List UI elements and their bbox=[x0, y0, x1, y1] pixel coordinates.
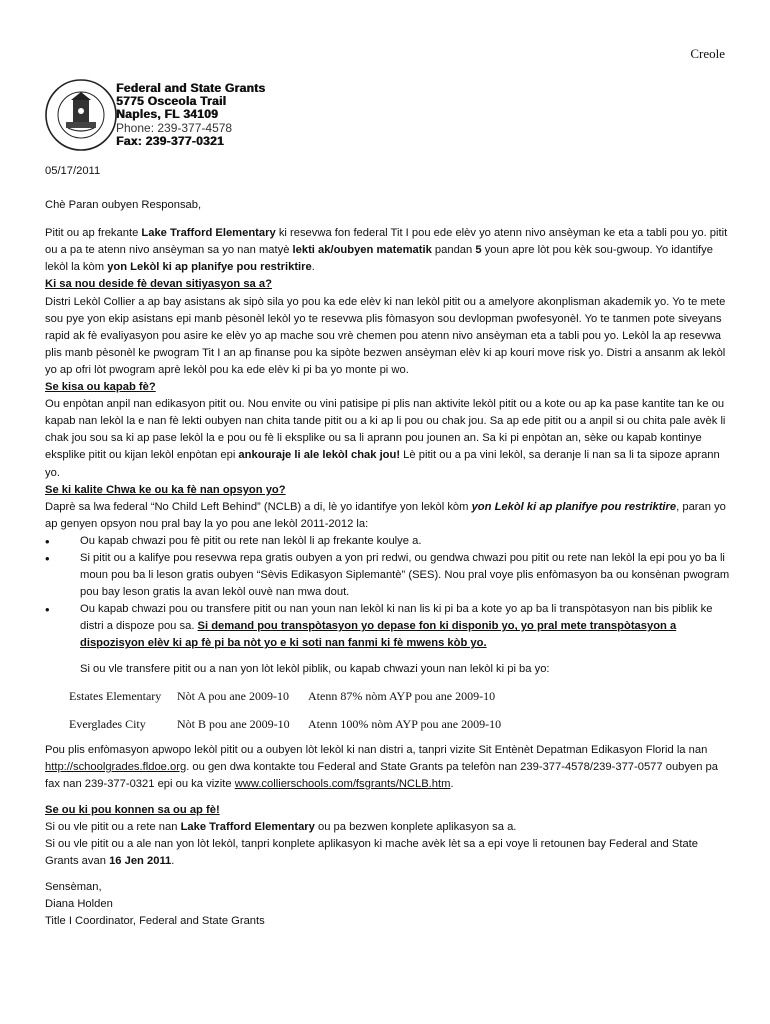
section-heading: Se kisa ou kapab fè? bbox=[45, 381, 156, 394]
school-ayp-cell: Atenn 87% nòm AYP pou ane 2009-10 bbox=[308, 688, 496, 703]
collier-nclb-link[interactable]: www.collierschools.com/fsgrants/NCLB.htm bbox=[234, 777, 451, 790]
list-item: • Ou kapab chwazi pou ou transfere pitit ou nan youn nan lekòl ki nan lis ki pi ba a kote yo ap ba li transpòtasyon nan bis piblik ke distri a dispoze pou sa. Si demand pou transpòtasyon yo depase fon ki disponib yo, yo pral mete transpòtasyon a dispozisyon elèv ki ap fè pi ba nòt yo e ki soti nan fanmi ki fè mwens kòb yo. bbox=[45, 601, 730, 652]
info-paragraph: Pou plis enfòmasyon apwopo lekòl pitit ou a oubyen lòt lekòl ki nan distri a, tanpri vizite Sit Entènèt Depatman Edikasyon Florid la nan http://schoolgrades.fldoe.org. ou gen dwa kontakte tou Federal and State Grants pa telefòn nan 239-377-4578/239-377-0577 oubyen pa fax nan 239-377-0321 epi ou ka vizite www.collierschools.com/fsgrants/NCLB.htm. bbox=[45, 743, 718, 790]
section-paragraph: Daprè sa lwa federal “No Child Left Behind” (NCLB) a di, lè yo idantifye yon lekòl kòm yon Lekòl ki ap planifye pou restriktire, paran yo ap genyen opsyon nou pral bay la yo pou ane lekòl 2011-2012 la: bbox=[45, 500, 726, 530]
section-heading: Se ou ki pou konnen sa ou ap fè! bbox=[45, 803, 220, 816]
school-name-cell: Everglades City bbox=[69, 716, 146, 731]
list-item: • Ou kapab chwazi pou fè pitit ou rete nan lekòl li ap frekante koulye a. bbox=[45, 533, 730, 550]
section-paragraph: Si ou vle pitit ou a rete nan Lake Trafford Elementary ou pa bezwen konplete aplikasyon sa a. bbox=[45, 821, 517, 833]
options-list bbox=[45, 533, 730, 653]
subject: lekti ak/oubyen matematik bbox=[292, 244, 432, 257]
signer-name: Diana Holden bbox=[45, 898, 113, 911]
table-row bbox=[69, 710, 730, 738]
school-ayp-cell: Atenn 100% nòm AYP pou ane 2009-10 bbox=[308, 716, 502, 731]
school-name-cell: Estates Elementary bbox=[69, 688, 162, 703]
letterhead-line: Federal and State Grants bbox=[116, 81, 266, 95]
section-paragraph: Distri Lekòl Collier a ap bay asistans ak sipò sila yo pou ka ede elèv ki nan lekòl pitit ou a amelyore akonplisman akademik yo. Yo te mete sou pye yon ekip asistans epi manb pèsonèl lekòl yo te resevwa plis fòmasyon sou devlopman pwofesyonèl. Yo te tanmen pote siveyans rapid ak fè evaliyasyon pou asire ke elèv yo ap mache sou vrè chemen pou atenn nivo ansèyman eta a tabli pou yo. Lekòl la ap resevwa plis manb pèsonèl ke pwogram Tit I an ap finanse pou ka sipòte bezwen ansèyman elèv ki ap kouri move risk yo. Distri a ansanm ak lekòl yo ap ofri lòt pwogram aprè lekòl pou ka ede elèv ki pi ba yo monte pi wo. bbox=[45, 295, 726, 376]
years-count: 5 bbox=[475, 244, 482, 257]
signer-title: Title I Coordinator, Federal and State Grants bbox=[45, 915, 265, 928]
intro-paragraph: Pitit ou ap frekante Lake Trafford Elementary ki resevwa fon federal Tit I pou ede elèv yo atenn nivo ansèyman ke eta a tabli pou yo. pitit ou a pa te atenn nivo ansèyman sa yo nan matyè lekti ak/oubyen matematik pandan 5 youn apre lòt pou kèk sou-gwoup. Yo idantifye lekòl la kòm yon Lekòl ki ap planifye pou restriktire. bbox=[45, 227, 728, 274]
letterhead bbox=[116, 82, 265, 148]
language-label: Creole bbox=[690, 46, 725, 61]
section-heading: Se ki kalite Chwa ke ou ka fè nan opsyon yo? bbox=[45, 483, 286, 496]
list-item: • Si pitit ou a kalifye pou resevwa repa gratis oubyen a yon pri redwi, ou gendwa chwazi pou pitit ou rete nan lekòl la epi pou yo ba li moun pou ba li leson gratis oubyen “Sèvis Edikasyon Siplemantè” (SES). Nou pral voye plis enfòmasyon ba ou konsènan pwogram pou bay leson gratis la avan lekòl ouvè nan mwa dout. bbox=[45, 550, 730, 601]
transfer-intro: Si ou vle transfere pitit ou a nan yon lòt lekòl piblik, ou kapab chwazi youn nan lekòl ki pi ba yo: bbox=[80, 662, 550, 675]
section-heading: Ki sa nou deside fè devan sitiyasyon sa a? bbox=[45, 278, 272, 291]
letterhead-line: Fax: 239-377-0321 bbox=[116, 133, 224, 148]
table-row bbox=[69, 682, 730, 710]
letter-date: 05/17/2011 bbox=[45, 165, 101, 177]
fldoe-link[interactable]: http://schoolgrades.fldoe.org bbox=[45, 760, 187, 773]
letterhead-line: Phone: 239-377-4578 bbox=[116, 120, 233, 135]
letterhead-line: Naples, FL 34109 bbox=[116, 107, 218, 122]
school-name: Lake Trafford Elementary bbox=[141, 227, 276, 240]
deadline: 16 Jen 2011 bbox=[109, 855, 172, 868]
valediction: Sensèman, bbox=[45, 881, 102, 894]
section-paragraph: Si ou vle pitit ou a ale nan yon lòt lekòl, tanpri konplete aplikasyon ki mache avèk lèt sa a epi voye li retounen bay Federal and State Grants avan 16 Jen 2011. bbox=[45, 838, 698, 868]
school-status: yon Lekòl ki ap planifye pou restriktire bbox=[107, 261, 312, 274]
section-paragraph: Ou enpòtan anpil nan edikasyon pitit ou. Nou envite ou vini patisipe pi plis nan aktivite lekòl pitit ou a kote ou ap ka pase kantite tan ke ou kapab nan lekòl la e nan fè lekti oubyen nan chita tande pitit ou a ki ap li pou ou chak jou. Sa ap ede pitit ou a anpil si ou chita pale avèk li chak jou sou sa ki ap pase lekòl la e pou ou fè li eksplike ou sa li aprann pou jounen an. Sa ki pi enpòtan an, sèke ou kapab kontinye eksplike pitit ou kijan lekòl enpòtan epi ankouraje li ale lekòl chak jou! Lè pitit ou a pa vini lekòl, sa deranje li nan sa li ta sipoze aprann yo. bbox=[45, 398, 726, 479]
school-grade-cell: Nòt B pou ane 2009-10 bbox=[177, 716, 290, 731]
school-district-seal-logo bbox=[44, 78, 118, 152]
school-grade-cell: Nòt A pou ane 2009-10 bbox=[177, 688, 289, 703]
letterhead-line: 5775 Osceola Trail bbox=[116, 94, 227, 109]
letter-body bbox=[45, 163, 730, 931]
salutation: Chè Paran oubyen Responsab, bbox=[45, 199, 202, 212]
school-options-table bbox=[45, 682, 730, 738]
